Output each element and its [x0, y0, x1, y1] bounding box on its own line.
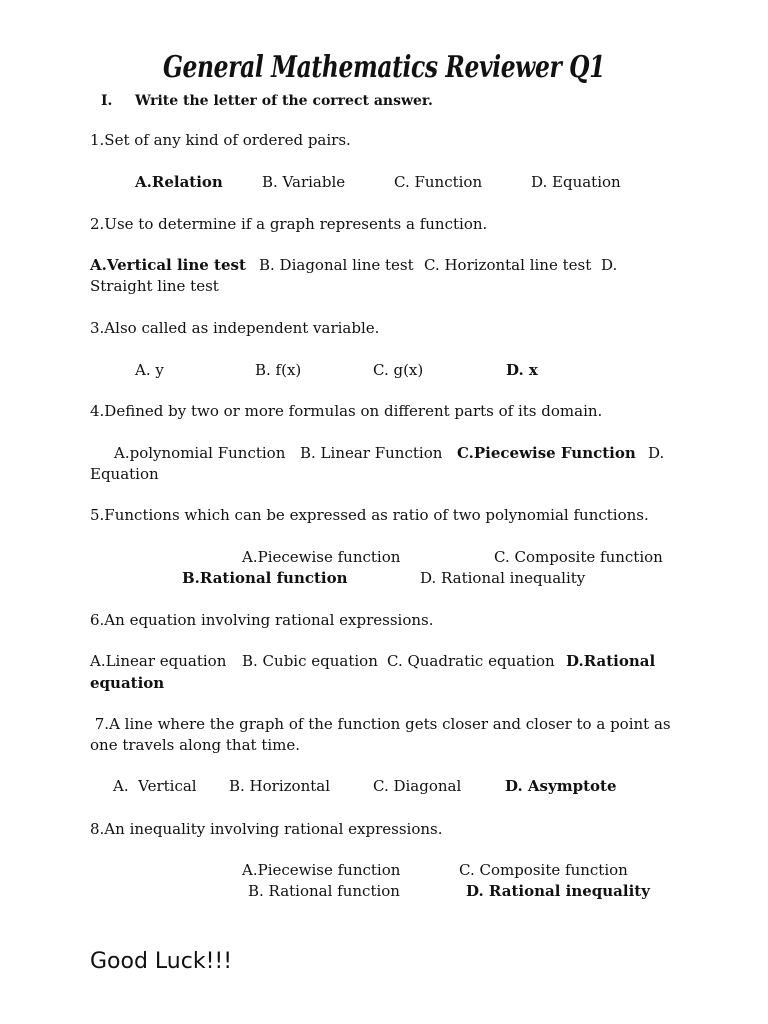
- question-5-choice-b: B.Rational function: [182, 569, 348, 587]
- question-2-choice-c: C. Horizontal line test: [424, 256, 592, 274]
- question-1-stem: 1.Set of any kind of ordered pairs.: [90, 131, 351, 149]
- question-6-choice-d-label: D.Rational: [566, 652, 656, 670]
- question-8-stem: 8.An inequality involving rational expressions.: [90, 820, 443, 838]
- question-3-choice-b: B. f(x): [255, 361, 302, 379]
- question-6-choice-b: B. Cubic equation: [242, 652, 378, 670]
- question-3-choice-c: C. g(x): [373, 361, 424, 379]
- question-5-stem: 5.Functions which can be expressed as ratio of two polynomial functions.: [90, 506, 649, 524]
- question-8-choice-a: A.Piecewise function: [242, 861, 401, 879]
- question-6-choice-d-text: equation: [90, 674, 165, 692]
- question-2-choice-a: A.Vertical line test: [90, 256, 246, 274]
- question-6-choice-a: A.Linear equation: [90, 652, 227, 670]
- question-5-choice-c: C. Composite function: [494, 548, 663, 566]
- question-3-choice-a: A. y: [135, 361, 164, 379]
- question-2-choice-d-text: Straight line test: [90, 277, 219, 295]
- question-3-stem: 3.Also called as independent variable.: [90, 319, 380, 337]
- question-8-choice-b: B. Rational function: [248, 882, 400, 900]
- question-7-choice-c: C. Diagonal: [373, 777, 462, 795]
- question-7-stem-line-2: one travels along that time.: [90, 736, 301, 754]
- question-4-choice-a: A.polynomial Function: [114, 444, 286, 462]
- question-2-choice-b: B. Diagonal line test: [259, 256, 414, 274]
- question-1-choice-a: A.Relation: [135, 173, 223, 191]
- question-7-choice-d: D. Asymptote: [505, 777, 617, 795]
- question-7-stem-line-1: 7.A line where the graph of the function gets closer and closer to a point as: [90, 715, 671, 733]
- question-4-choice-c: C.Piecewise Function: [457, 444, 636, 462]
- question-1-choice-c: C. Function: [394, 173, 483, 191]
- question-6-choice-c: C. Quadratic equation: [387, 652, 555, 670]
- question-8-choice-d: D. Rational inequality: [466, 882, 650, 900]
- question-2-stem: 2.Use to determine if a graph represents a function.: [90, 215, 488, 233]
- question-1-choice-b: B. Variable: [262, 173, 346, 191]
- question-4-choice-b: B. Linear Function: [300, 444, 443, 462]
- instruction-number: I.: [101, 93, 113, 109]
- question-5-choice-a: A.Piecewise function: [242, 548, 401, 566]
- question-2-choice-d-label: D.: [601, 256, 618, 274]
- instruction-text: Write the letter of the correct answer.: [135, 93, 433, 109]
- closing-message: Good Luck!!!: [90, 949, 233, 974]
- question-7-choice-b: B. Horizontal: [229, 777, 331, 795]
- question-4-choice-d-label: D.: [648, 444, 665, 462]
- question-1-choice-d: D. Equation: [531, 173, 621, 191]
- question-7-choice-a: A. Vertical: [113, 777, 197, 795]
- question-4-stem: 4.Defined by two or more formulas on different parts of its domain.: [90, 402, 603, 420]
- page-title: General Mathematics Reviewer Q1: [162, 50, 606, 85]
- question-8-choice-c: C. Composite function: [459, 861, 628, 879]
- question-4-choice-d-text: Equation: [90, 465, 159, 483]
- question-6-stem: 6.An equation involving rational expressions.: [90, 611, 434, 629]
- question-5-choice-d: D. Rational inequality: [420, 569, 586, 587]
- question-3-choice-d: D. x: [506, 361, 538, 379]
